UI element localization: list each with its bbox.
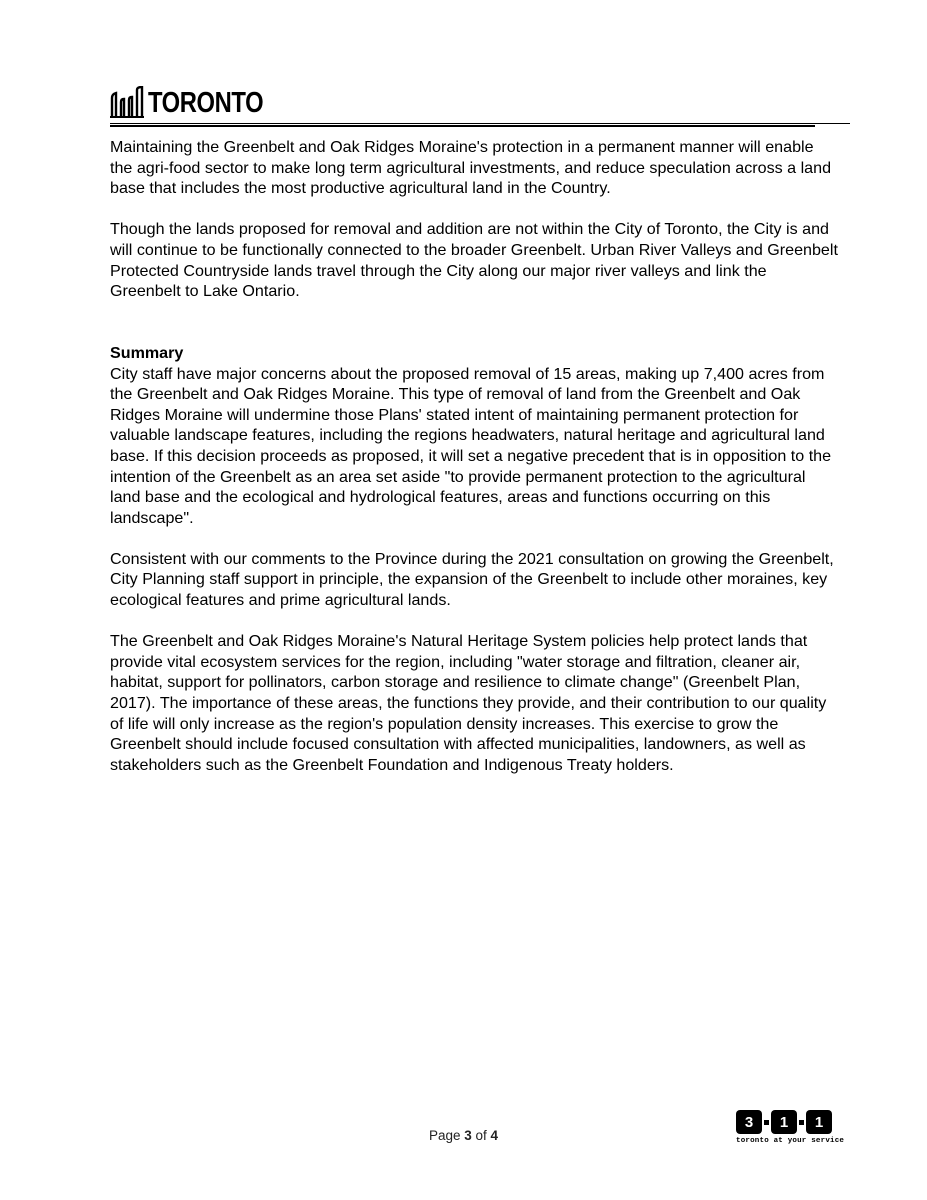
paragraph-greenbelt-protection: Maintaining the Greenbelt and Oak Ridges Moraine's protection in a permanent manner will enable the agri-food sector to make long term agricultural investments, and reduce speculation across a land base that includes the most productive agricultural land in the Country. [110, 138, 832, 198]
page-current: 3 [464, 1128, 472, 1143]
logo-311-dot [764, 1120, 769, 1125]
summary-heading: Summary [110, 343, 184, 362]
logo-311-digits [736, 1110, 846, 1134]
logo-wordmark: TORONTO [148, 87, 264, 119]
page-total: 4 [490, 1128, 499, 1143]
paragraph-summary-concerns: City staff have major concerns about the proposed removal of 15 areas, making up 7,400 acres from the Greenbelt and Oak Ridges Moraine. This type of removal of land from the Greenbelt and Oak Ridges Moraine will undermine those Plans' stated intent of maintaining permanent protection for valuable landscape features, including the regions headwaters, natural heritage and agricultural land base. If this decision proceeds as proposed, it will set a negative precedent that is in opposition to the intention of the Greenbelt as an area set aside "to provide permanent protection to the agricultural land base and the ecological and hydrological features, areas and functions occurring on this landscape". [110, 364, 832, 527]
header-rule [110, 123, 850, 124]
document-body [110, 137, 840, 775]
page-number: Page 3 of 4 [428, 1128, 499, 1143]
page-header [110, 74, 850, 130]
logo-311-tagline: toronto at your service [736, 1137, 845, 1145]
digit-1: 1 [771, 1110, 797, 1134]
digit-1-second: 1 [806, 1110, 832, 1134]
paragraph-natural-heritage: The Greenbelt and Oak Ridges Moraine's Natural Heritage System policies help protect lands that provide vital ecosystem services for the region, including "water storage and filtration, cleaner air, habitat, support for pollinators, carbon storage and resilience to climate change" (Greenbelt Plan, 2017). The importance of these areas, the functions they provide, and their contribution to our quality of life will only increase as the region's population density increases. This exercise to grow the Greenbelt should include focused consultation with affected municipalities, landowners, as well as stakeholders such as the Greenbelt Foundation and Indigenous Treaty holders. [110, 632, 827, 774]
logo-311 [736, 1110, 846, 1154]
city-hall-towers-icon [110, 86, 144, 118]
toronto-logo [110, 74, 288, 118]
logo-311-dot [799, 1120, 804, 1125]
paragraph-expansion-support: Consistent with our comments to the Province during the 2021 consultation on growing the Greenbelt, City Planning staff support in principle, the expansion of the Greenbelt to include other moraines, key ecological features and prime agricultural lands. [110, 549, 834, 610]
digit-3: 3 [736, 1110, 762, 1134]
paragraph-city-connection: Though the lands proposed for removal and addition are not within the City of Toronto, the City is and will continue to be functionally connected to the broader Greenbelt. Urban River Valleys and Greenbelt Protected Countryside lands travel through the City along our major river valleys and link the Greenbelt to Lake Ontario. [110, 220, 838, 301]
header-rule-thick [110, 125, 815, 127]
